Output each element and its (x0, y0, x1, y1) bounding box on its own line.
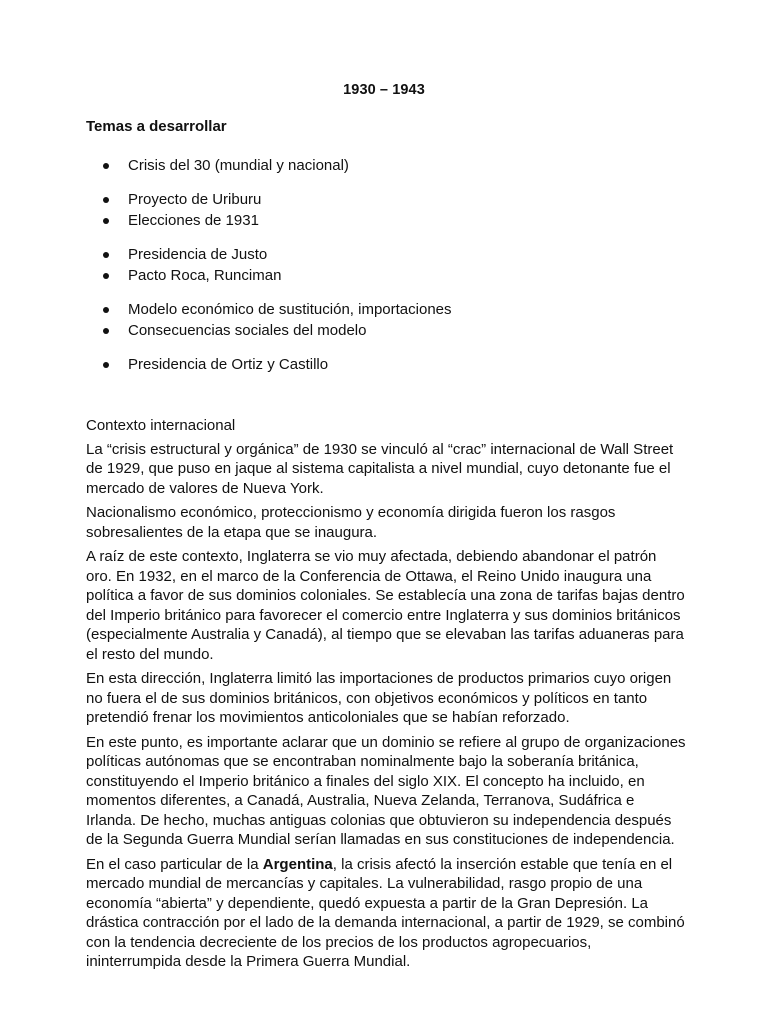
list-item-text: Crisis del 30 (mundial y nacional) (128, 157, 349, 174)
page-title: 1930 – 1943 (343, 82, 425, 98)
section-heading: Contexto internacional (86, 417, 236, 434)
bullet-icon (103, 218, 109, 224)
paragraph-argentina (86, 855, 686, 972)
list-item-text: Pacto Roca, Runciman (128, 267, 282, 284)
list-item (86, 354, 706, 375)
list-item (86, 244, 706, 265)
emphasis-argentina: Argentina (262, 855, 333, 873)
list-item-text: Proyecto de Uriburu (128, 191, 262, 208)
list-item-text: Modelo económico de sustitución, importaciones (128, 301, 452, 318)
bullet-icon (103, 273, 109, 279)
list-item (86, 320, 706, 341)
bullet-icon (103, 307, 109, 313)
topics-group-5 (86, 354, 706, 375)
list-item-text: Elecciones de 1931 (128, 212, 259, 229)
list-item (86, 189, 706, 210)
topics-group-4 (86, 299, 706, 341)
paragraph-text: , la crisis afectó la inserción estable que tenía en el mercado mundial de mercancías y capitales. La vulnerabilidad, rasgo propio de una economía “abierta” y dependiente, quedó expuesta a partir de la Gran Depresión. La drástica contracción por el lado de la demanda internacional, a partir de 1929, se combinó con la tendencia decreciente de los precios de los productos agropecuarios, ininterrumpida desde la Primera Guerra Mundial. (86, 855, 685, 970)
list-item (86, 299, 706, 320)
bullet-icon (103, 252, 109, 258)
document-body (86, 416, 686, 977)
bullet-icon (103, 328, 109, 334)
bullet-icon (103, 197, 109, 203)
list-item (86, 265, 706, 286)
list-item-text: Presidencia de Justo (128, 246, 268, 263)
list-item-text: Consecuencias sociales del modelo (128, 322, 367, 339)
paragraph: En este punto, es importante aclarar que un dominio se refiere al grupo de organizaciones políticas autónomas que se encontraban nominalmente bajo la soberanía británica, constituyendo el Imperio británico a finales del siglo XIX. El concepto ha incluido, en momentos diferentes, a Canadá, Australia, Nueva Zelanda, Terranova, Sudáfrica e Irlanda. De hecho, muchas antiguas colonias que obtuvieron su independencia después de la Segunda Guerra Mundial serían llamadas en sus constituciones de independencia. (86, 733, 686, 848)
paragraph: La “crisis estructural y orgánica” de 1930 se vinculó al “crac” internacional de Wall Street de 1929, que puso en jaque al sistema capitalista a nivel mundial, cuyo detonante fue el mercado de valores de Nueva York. (86, 440, 674, 497)
bullet-icon (103, 163, 109, 169)
topics-heading: Temas a desarrollar (86, 118, 227, 135)
paragraph: En esta dirección, Inglaterra limitó las importaciones de productos primarios cuyo origen no fuera el de sus dominios británicos, con objetivos económicos y políticos en tanto pretendió frenar los movimientos anticoloniales que se habían reforzado. (86, 670, 672, 726)
bullet-icon (103, 362, 109, 368)
list-item (86, 155, 706, 176)
paragraph: A raíz de este contexto, Inglaterra se vio muy afectada, debiendo abandonar el patrón oro. En 1932, en el marco de la Conferencia de Ottawa, el Reino Unido inaugura una política a favor de sus dominios coloniales. Se establecía una zona de tarifas bajas dentro del Imperio británico para favorecer el comercio entre Inglaterra y sus dominios británicos (especialmente Australia y Canadá), al tiempo que se elevaban las tarifas aduaneras para el resto del mundo. (86, 548, 685, 663)
topics-group-1 (86, 155, 706, 176)
topics-group-3 (86, 244, 706, 286)
list-item-text: Presidencia de Ortiz y Castillo (128, 356, 329, 373)
paragraph: Nacionalismo económico, proteccionismo y economía dirigida fueron los rasgos sobresalientes de la etapa que se inaugura. (86, 504, 616, 541)
list-item (86, 210, 706, 231)
paragraph-text: En el caso particular de la (86, 855, 263, 873)
topics-list (86, 155, 706, 388)
topics-group-2 (86, 189, 706, 231)
